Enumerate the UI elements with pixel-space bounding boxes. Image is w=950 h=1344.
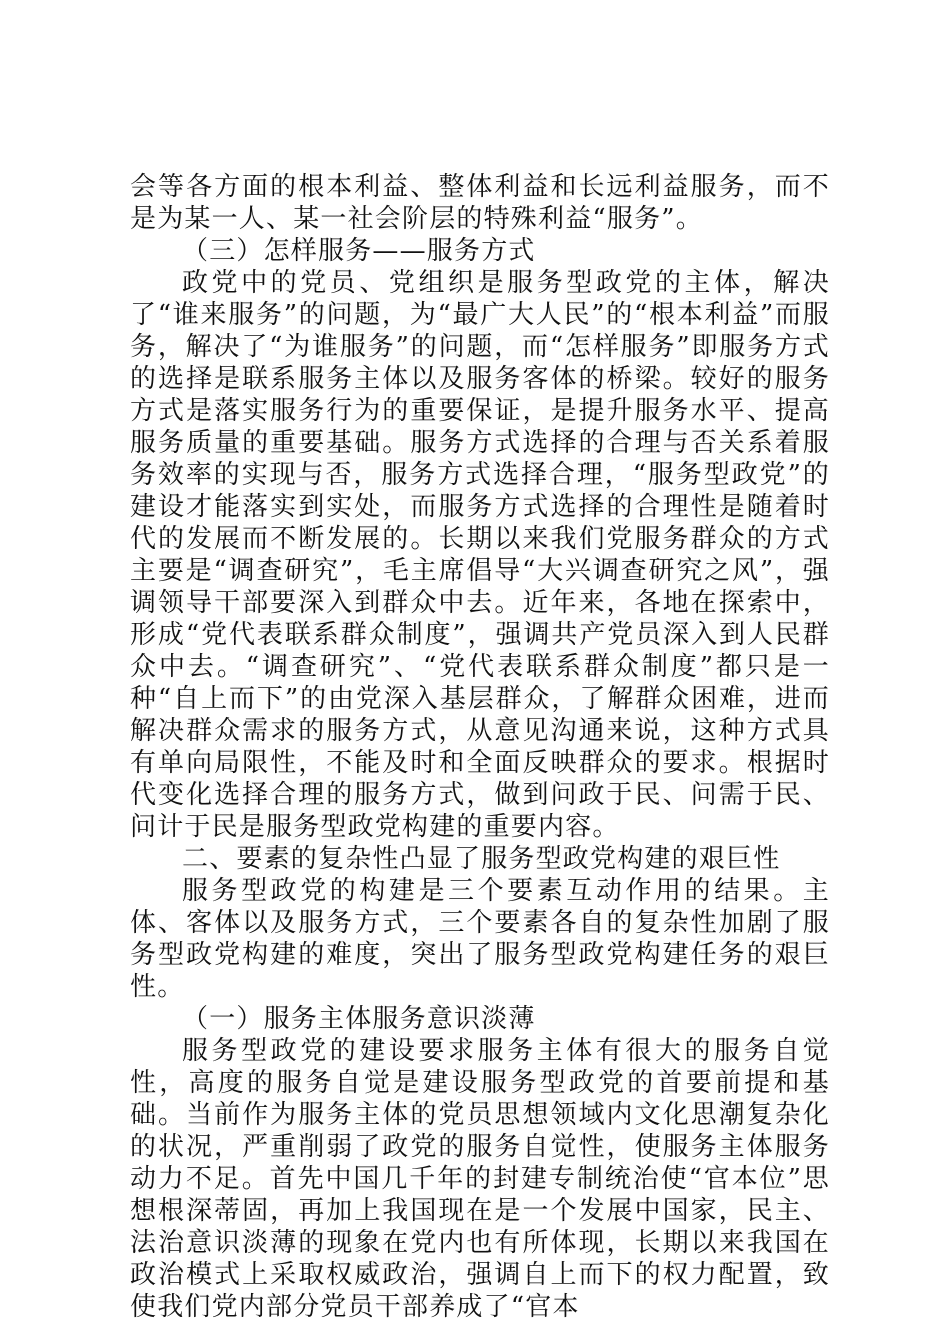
document-body bbox=[130, 171, 830, 1323]
subheading-service-method: （三）怎样服务——服务方式 bbox=[182, 236, 536, 266]
paragraph-continued: 会等各方面的根本利益、整体利益和长远利益服务，而不是为某一人、某一社会阶层的特殊利益“服务”。 bbox=[130, 172, 830, 234]
section-heading-complexity: 二、要素的复杂性凸显了服务型政党构建的艰巨性 bbox=[182, 844, 781, 874]
paragraph-service-awareness: 服务型政党的建设要求服务主体有很大的服务自觉性，高度的服务自觉是建设服务型政党的首要前提和基础。当前作为服务主体的党员思想领域内文化思潮复杂化的状况，严重削弱了政党的服务自觉性，使服务主体服务动力不足。首先中国几千年的封建专制统治使“官本位”思想根深蒂固，再加上我国现在是一个发展中国家，民主、法治意识淡薄的现象在党内也有所体现，长期以来我国在政治模式上采取权威政治，强调自上而下的权力配置，致使我们党内部分党员干部养成了“官本 bbox=[130, 1036, 830, 1322]
paragraph-service-method: 政党中的党员、党组织是服务型政党的主体，解决了“谁来服务”的问题，为“最广大人民”的“根本利益”而服务，解决了“为谁服务”的问题，而“怎样服务”即服务方式的选择是联系服务主体以及服务客体的桥梁。较好的服务方式是落实服务行为的重要保证，是提升服务水平、提高服务质量的重要基础。服务方式选择的合理与否关系着服务效率的实现与否，服务方式选择合理，“服务型政党”的建设才能落实到实处，而服务方式选择的合理性是随着时代的发展而不断发展的。长期以来我们党服务群众的方式主要是“调查研究”，毛主席倡导“大兴调查研究之风”，强调领导干部要深入到群众中去。近年来，各地在探索中，形成“党代表联系群众制度”，强调共产党员深入到人民群众中去。“调查研究”、“党代表联系群众制度”都只是一种“自上而下”的由党深入基层群众，了解群众困难，进而解决群众需求的服务方式，从意见沟通来说，这种方式具有单向局限性，不能及时和全面反映群众的要求。根据时代变化选择合理的服务方式，做到问政于民、问需于民、问计于民是服务型政党构建的重要内容。 bbox=[130, 268, 830, 842]
paragraph-three-elements: 服务型政党的构建是三个要素互动作用的结果。主体、客体以及服务方式，三个要素各自的复杂性加剧了服务型政党构建的难度，突出了服务型政党构建任务的艰巨性。 bbox=[130, 876, 830, 1002]
subheading-weak-awareness: （一）服务主体服务意识淡薄 bbox=[182, 1004, 536, 1034]
